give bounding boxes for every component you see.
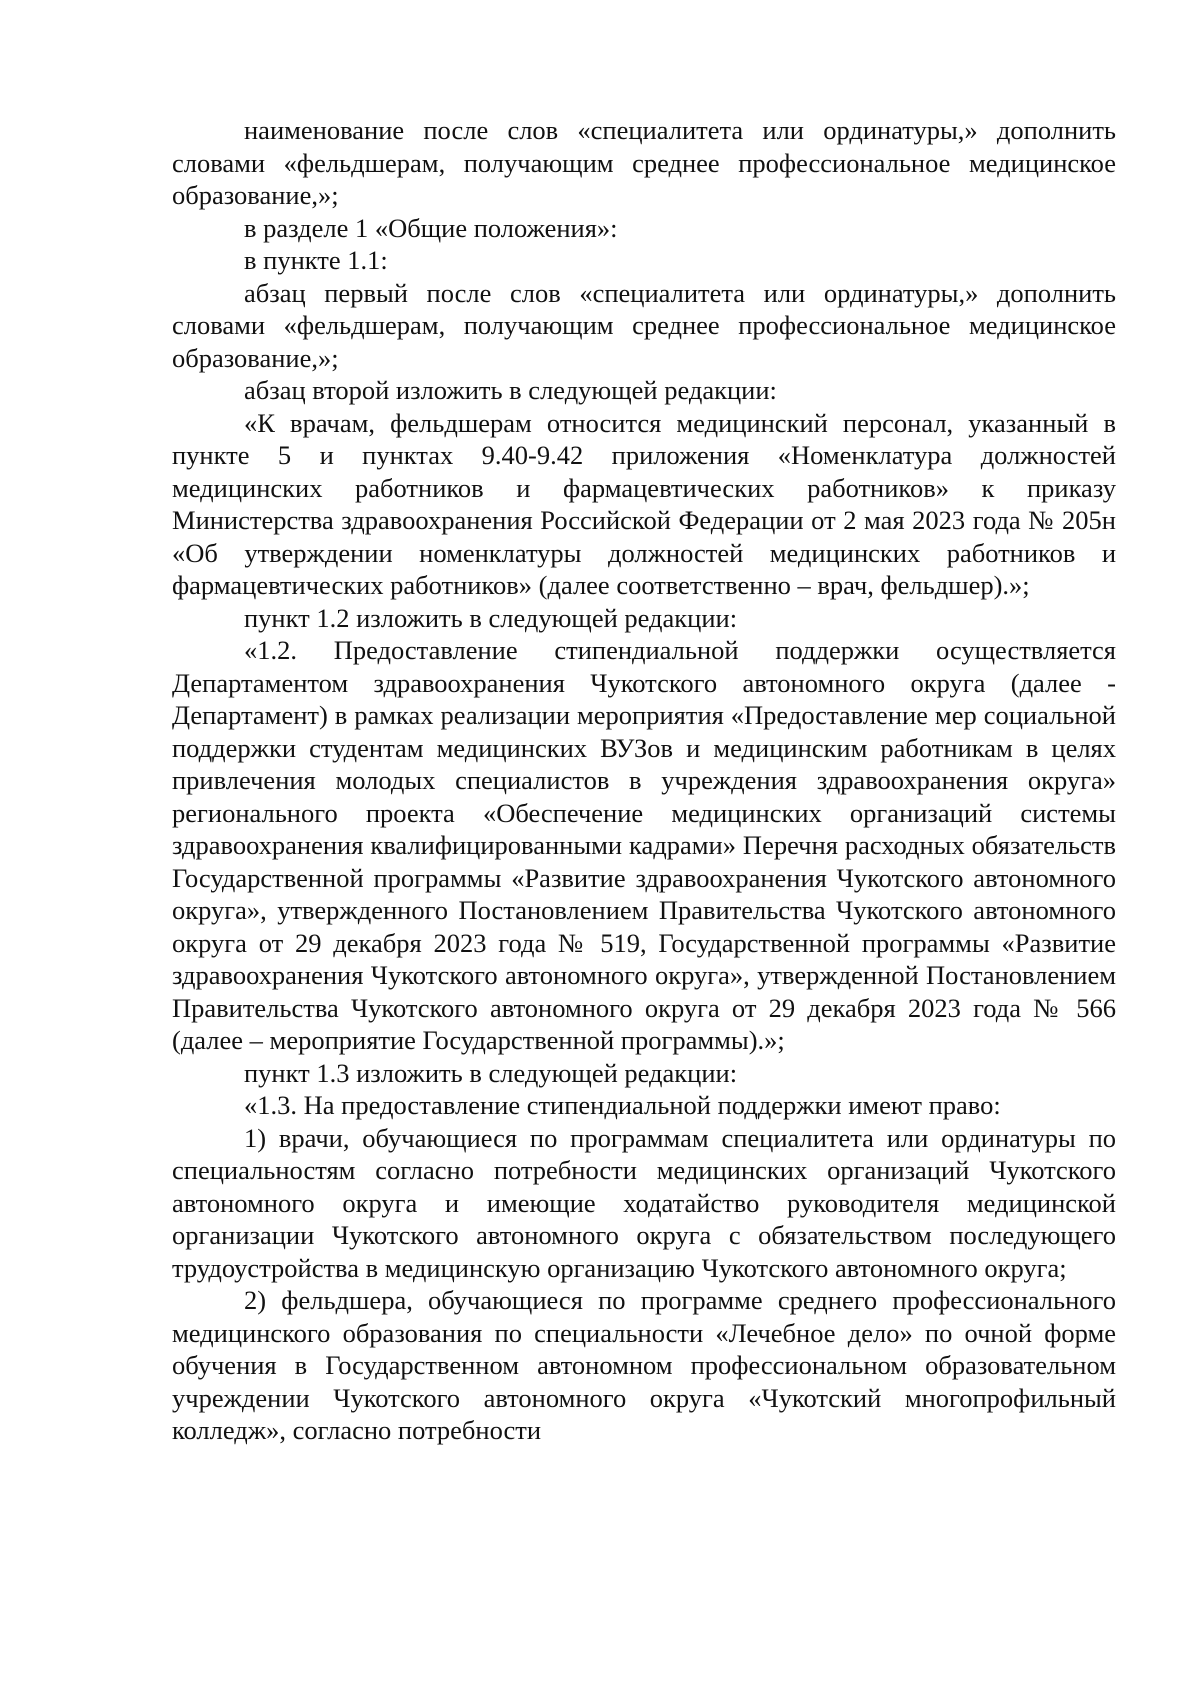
paragraph-item-1-3-text: «1.3. На предоставление стипендиальной поддержки имеют право: [244, 1090, 1001, 1120]
paragraph-naming: наименование после слов «специалитета или ординатуры,» дополнить словами «фельдшерам, получающим среднее профессиональное медицинское образование,»; [172, 115, 1116, 210]
paragraph-abzac-first: абзац первый после слов «специалитета или ординатуры,» дополнить словами «фельдшерам, получающим среднее профессиональное медицинское образование,»; [172, 277, 1116, 373]
document-page [172, 114, 1116, 1447]
paragraph-abzac-second: абзац второй изложить в следующей редакции: [244, 375, 777, 405]
paragraph-item-1-1: в пункте 1.1: [244, 245, 388, 275]
paragraph-doctors-definition: «К врачам, фельдшерам относится медицинский персонал, указанный в пункте 5 и пунктах 9.40-9.42 приложения «Номенклатура должностей медицинских работников и фармацевтических работников» к приказу Министерства здравоохранения Российской Федерации от 2 мая 2023 года № 205н «Об утверждении номенклатуры должностей медицинских работников и фармацевтических работников» (далее соответственно – врач, фельдшер).»; [172, 407, 1116, 600]
paragraph-item-1-2-intro: пункт 1.2 изложить в следующей редакции: [244, 602, 738, 633]
paragraph-item-1-2-text: «1.2. Предоставление стипендиальной поддержки осуществляется Департаментом здравоохранения Чукотского автономного округа (далее - Департамент) в рамках реализации мероприятия «Предоставление мер социальной поддержки студентам медицинских ВУЗов и медицинским работникам в целях привлечения молодых специалистов в учреждения здравоохранения округа» регионального проекта «Обеспечение медицинских организаций системы здравоохранения квалифицированными кадрами» Перечня расходных обязательств Государственной программы «Развитие здравоохранения Чукотского автономного округа», утвержденного Постановлением Правительства Чукотского автономного округа от 29 декабря 2023 года № 519, Государственной программы «Развитие здравоохранения Чукотского автономного округа», утвержденной Постановлением Правительства Чукотского автономного округа от 29 декабря 2023 года № 566 (далее – мероприятие Государственной программы).»; [172, 635, 1116, 1055]
paragraph-section-1: в разделе 1 «Общие положения»: [244, 212, 618, 243]
paragraph-list-item-2: 2) фельдшера, обучающиеся по программе среднего профессионального медицинского образования по специальности «Лечебное дело» по очной форме обучения в Государственном автономном профессиональном образовательном учреждении Чукотского автономного округа «Чукотский многопрофильный колледж», согласно потребности [172, 1285, 1116, 1445]
paragraph-item-1-3-intro: пункт 1.3 изложить в следующей редакции: [244, 1057, 738, 1088]
paragraph-list-item-1: 1) врачи, обучающиеся по программам специалитета или ординатуры по специальностям согласно потребности медицинских организаций Чукотского автономного округа и имеющие ходатайство руководителя медицинской организации Чукотского автономного округа с обязательством последующего трудоустройства в медицинскую организацию Чукотского автономного округа; [172, 1122, 1116, 1283]
